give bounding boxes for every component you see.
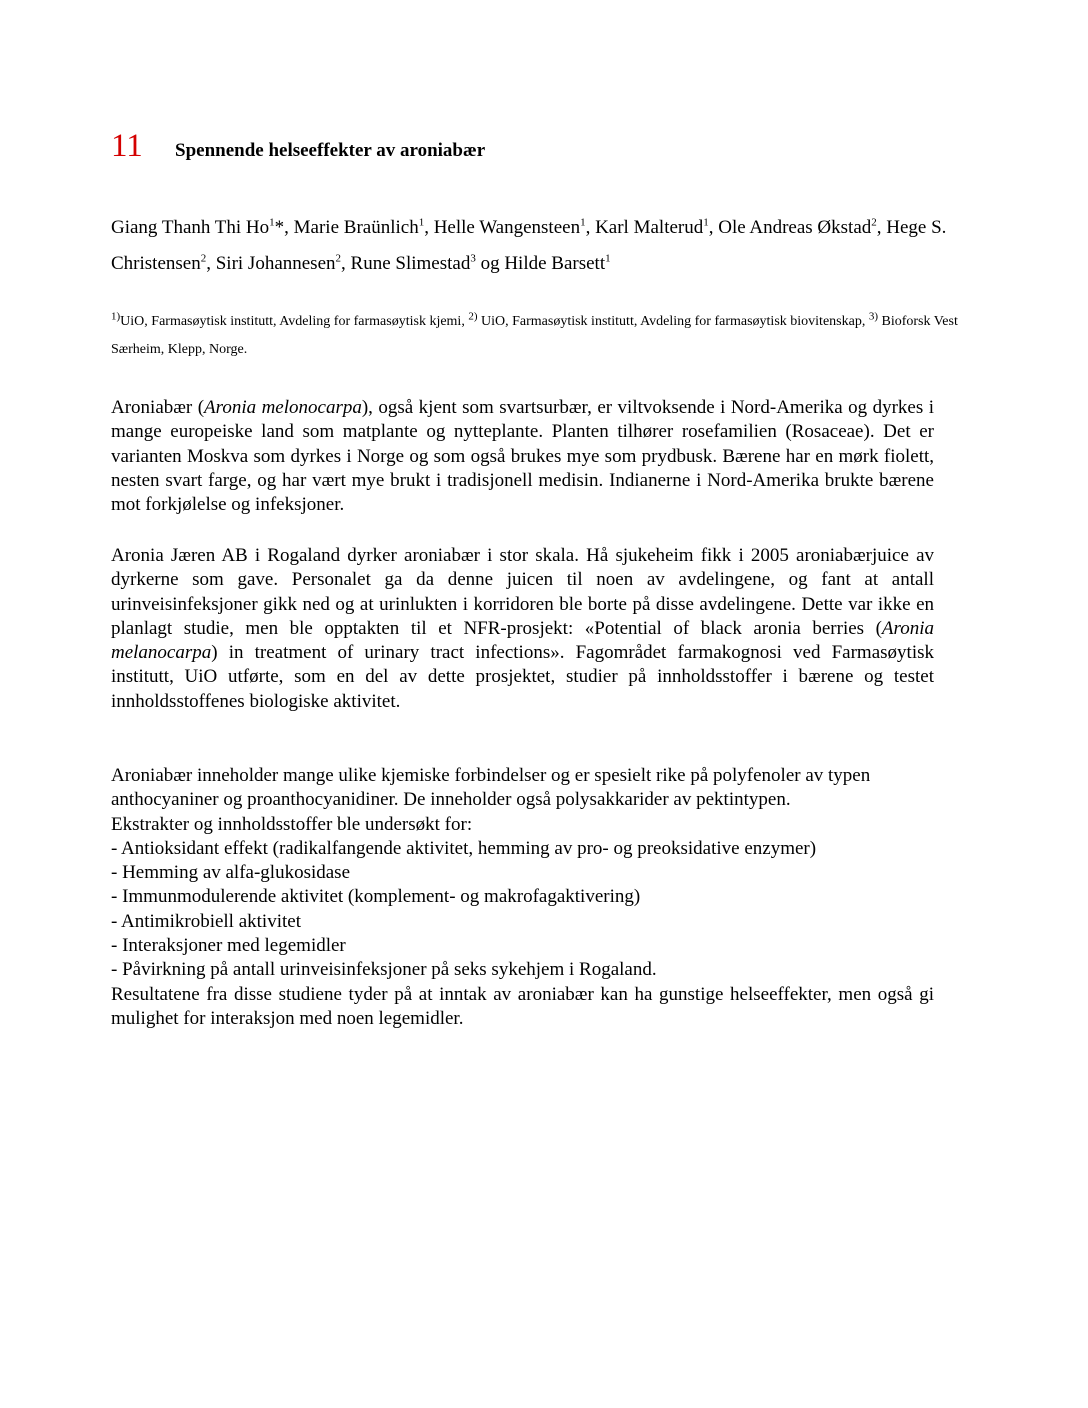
affiliation-list [111, 308, 971, 364]
author: Helle Wangensteen$^1$, [433, 216, 596, 238]
author-list [111, 210, 971, 282]
chapter-heading [111, 130, 485, 163]
author: Ole Andreas Økstad$^2$, [718, 216, 887, 238]
list-item: - Hemming av alfa-glukosidase [111, 862, 351, 884]
chapter-title: Spennende helseeffekter av aroniabær [175, 140, 486, 161]
author: Karl Malterud$^1$, [595, 216, 719, 238]
affiliation: $^{2)}$ UiO, Farmasøytisk institutt, Avdeling for farmasøytisk biovitenskap, [468, 310, 869, 329]
list-item: - Interaksjoner med legemidler [111, 935, 346, 957]
investigation-list [111, 837, 934, 983]
author: Giang Thanh Thi Ho$^1$*, [111, 216, 294, 238]
list-item: - Antimikrobiell aktivitet [111, 910, 301, 932]
author: Hege S. Christensen$^2$, [111, 217, 947, 274]
author: Rune Slimestad$^3$ og [350, 252, 505, 274]
conclusion: Resultatene fra disse studiene tyder på at inntak av aroniabær kan ha gunstige helseeffekter, men også gi mulighet for interaksjon med noen legemidler. [111, 983, 934, 1029]
list-item: - Immunmodulerende aktivitet (komplement- og makrofagaktivering) [111, 886, 641, 908]
list-item: - Antioksidant effekt (radikalfangende aktivitet, hemming av pro- og preoksidative enzymer) [111, 837, 817, 859]
author: Marie Braünlich$^1$, [293, 216, 434, 238]
author: Siri Johannesen$^2$, [215, 252, 351, 274]
list-item: - Påvirkning på antall urinveisinfeksjoner på seks sykehjem i Rogaland. [111, 959, 657, 981]
author: Hilde Barsett$^1$ [504, 252, 611, 274]
chapter-number: 11 [111, 128, 143, 164]
affiliation: $^{1)}$UiO, Farmasøytisk institutt, Avdeling for farmasøytisk kjemi, [111, 310, 469, 329]
paragraph-intro: Aroniabær (Aronia melonocarpa), også kjent som svartsurbær, er viltvoksende i Nord-Amerika og dyrkes i mange europeiske land som matplante og nytteplante. Planten tilhører rosefamilien (Rosaceae). Det er varianten Moskva som dyrkes i Norge og som også brukes mye som prydbusk. Bærene har en mørk fiolett, nesten svart farge, og har vært mye brukt i tradisjonell medisin. Indianerne i Nord-Amerika brukte bærene mot forkjølelse og infeksjoner. [111, 397, 934, 516]
paragraph-results [111, 764, 934, 1031]
species-name: Aronia melanocarpa [111, 617, 934, 664]
paragraph-project: Aronia Jæren AB i Rogaland dyrker aroniabær i stor skala. Hå sjukeheim fikk i 2005 aroniabærjuice av dyrkerne som gave. Personalet ga da denne juicen til noen av avdelingene, og fant at antall urinveisinfeksjoner gikk ned og at urinlukten i korridoren ble borte på disse avdelingene. Dette var ikke en planlagt studie, men ble opptakten til et NFR-prosjekt: «Potential of black aronia berries (Aronia melanocarpa) in treatment of urinary tract infections». Fagområdet farmakognosi ved Farmasøytisk institutt, UiO utførte, som en del av dette prosjektet, studier på innholdsstoffer i bærene og testet innholdsstoffenes biologiske aktivitet. [111, 545, 934, 712]
paragraph-lead: Aroniabær inneholder mange ulike kjemiske forbindelser og er spesielt rike på polyfenoler av typen anthocyaniner og proanthocyanidiner. De inneholder også polysakkarider av pektintypen. Ekstrakter og innholdsstoffer ble undersøkt for: [111, 765, 871, 835]
affiliation: $^{3)}$ Bioforsk Vest Særheim, Klepp, Norge. [111, 310, 958, 357]
species-name: Aronia melonocarpa [204, 397, 362, 418]
